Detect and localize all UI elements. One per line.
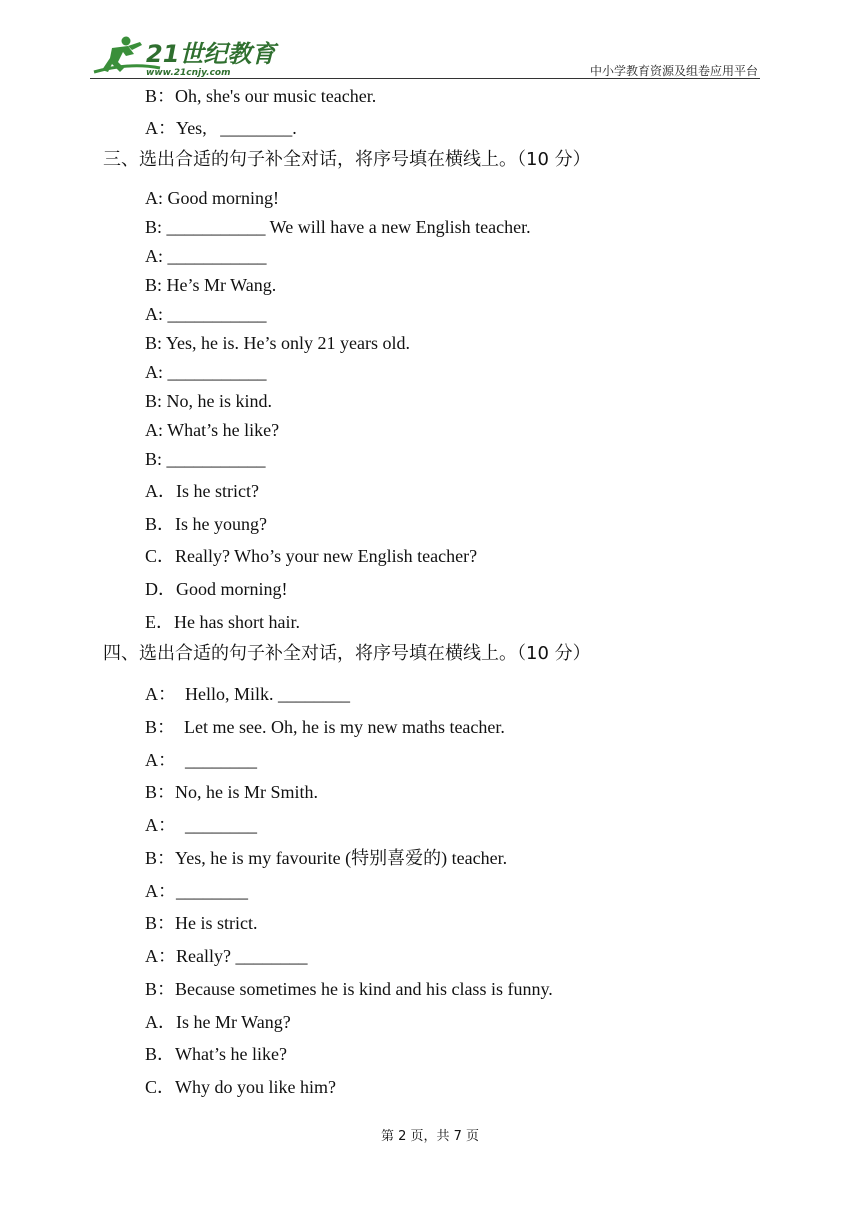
logo-text: 21世纪教育 bbox=[146, 40, 276, 68]
dialogue-line: A: ___________ bbox=[145, 246, 267, 266]
dialogue-line: B： Let me see. Oh, he is my new maths teacher. bbox=[145, 717, 505, 737]
dialogue-line: A：________ bbox=[145, 881, 248, 901]
dialogue-line: A：Really? ________ bbox=[145, 946, 308, 966]
dialogue-line: A: ___________ bbox=[145, 304, 267, 324]
dialogue-line: A: ___________ bbox=[145, 362, 267, 382]
dialogue-line: A: What’s he like? bbox=[145, 420, 280, 440]
option-item: B．Is he young? bbox=[145, 514, 267, 534]
option-item: D．Good morning! bbox=[145, 579, 288, 599]
dialogue-line: A： ________ bbox=[145, 750, 257, 770]
option-item: A．Is he Mr Wang? bbox=[145, 1012, 291, 1032]
dialogue-line: B: ___________ bbox=[145, 449, 266, 469]
dialogue-line: B：No, he is Mr Smith. bbox=[145, 782, 319, 802]
option-item: B．What’s he like? bbox=[145, 1044, 287, 1064]
dialogue-line: B: No, he is kind. bbox=[145, 391, 273, 411]
dialogue-line: B: He’s Mr Wang. bbox=[145, 275, 277, 295]
dialogue-line: B：He is strict. bbox=[145, 913, 258, 933]
logo-url: www.21cnjy.com bbox=[146, 68, 231, 78]
dialogue-line: B：Because sometimes he is kind and his class is funny. bbox=[145, 979, 553, 999]
dialogue-line: A: Good morning! bbox=[145, 188, 279, 208]
dialogue-line: B：Oh, she's our music teacher. bbox=[145, 86, 377, 106]
dialogue-line: A： ________ bbox=[145, 815, 257, 835]
section-heading-3: 三、选出合适的句子补全对话，将序号填在横线上。（10 分） bbox=[103, 149, 591, 170]
section-heading-4: 四、选出合适的句子补全对话，将序号填在横线上。（10 分） bbox=[103, 643, 591, 664]
option-item: C．Really? Who’s your new English teacher? bbox=[145, 546, 478, 566]
option-item: E．He has short hair. bbox=[145, 612, 300, 632]
dialogue-line: A：Yes, ________. bbox=[145, 118, 297, 138]
dialogue-line: A： Hello, Milk. ________ bbox=[145, 684, 350, 704]
header-divider bbox=[90, 78, 760, 79]
platform-title: 中小学教育资源及组卷应用平台 bbox=[589, 64, 758, 78]
dialogue-line: B: ___________ We will have a new English teacher. bbox=[145, 217, 531, 237]
dialogue-line: B: Yes, he is. He’s only 21 years old. bbox=[145, 333, 410, 353]
logo-21cnjy bbox=[90, 32, 276, 78]
option-item: C．Why do you like him? bbox=[145, 1077, 336, 1097]
option-item: A．Is he strict? bbox=[145, 481, 259, 501]
page-number: 第 2 页，共 7 页 bbox=[380, 1129, 480, 1144]
dialogue-line: B：Yes, he is my favourite (特别喜爱的) teacher. bbox=[145, 848, 508, 868]
page-header bbox=[90, 30, 760, 82]
